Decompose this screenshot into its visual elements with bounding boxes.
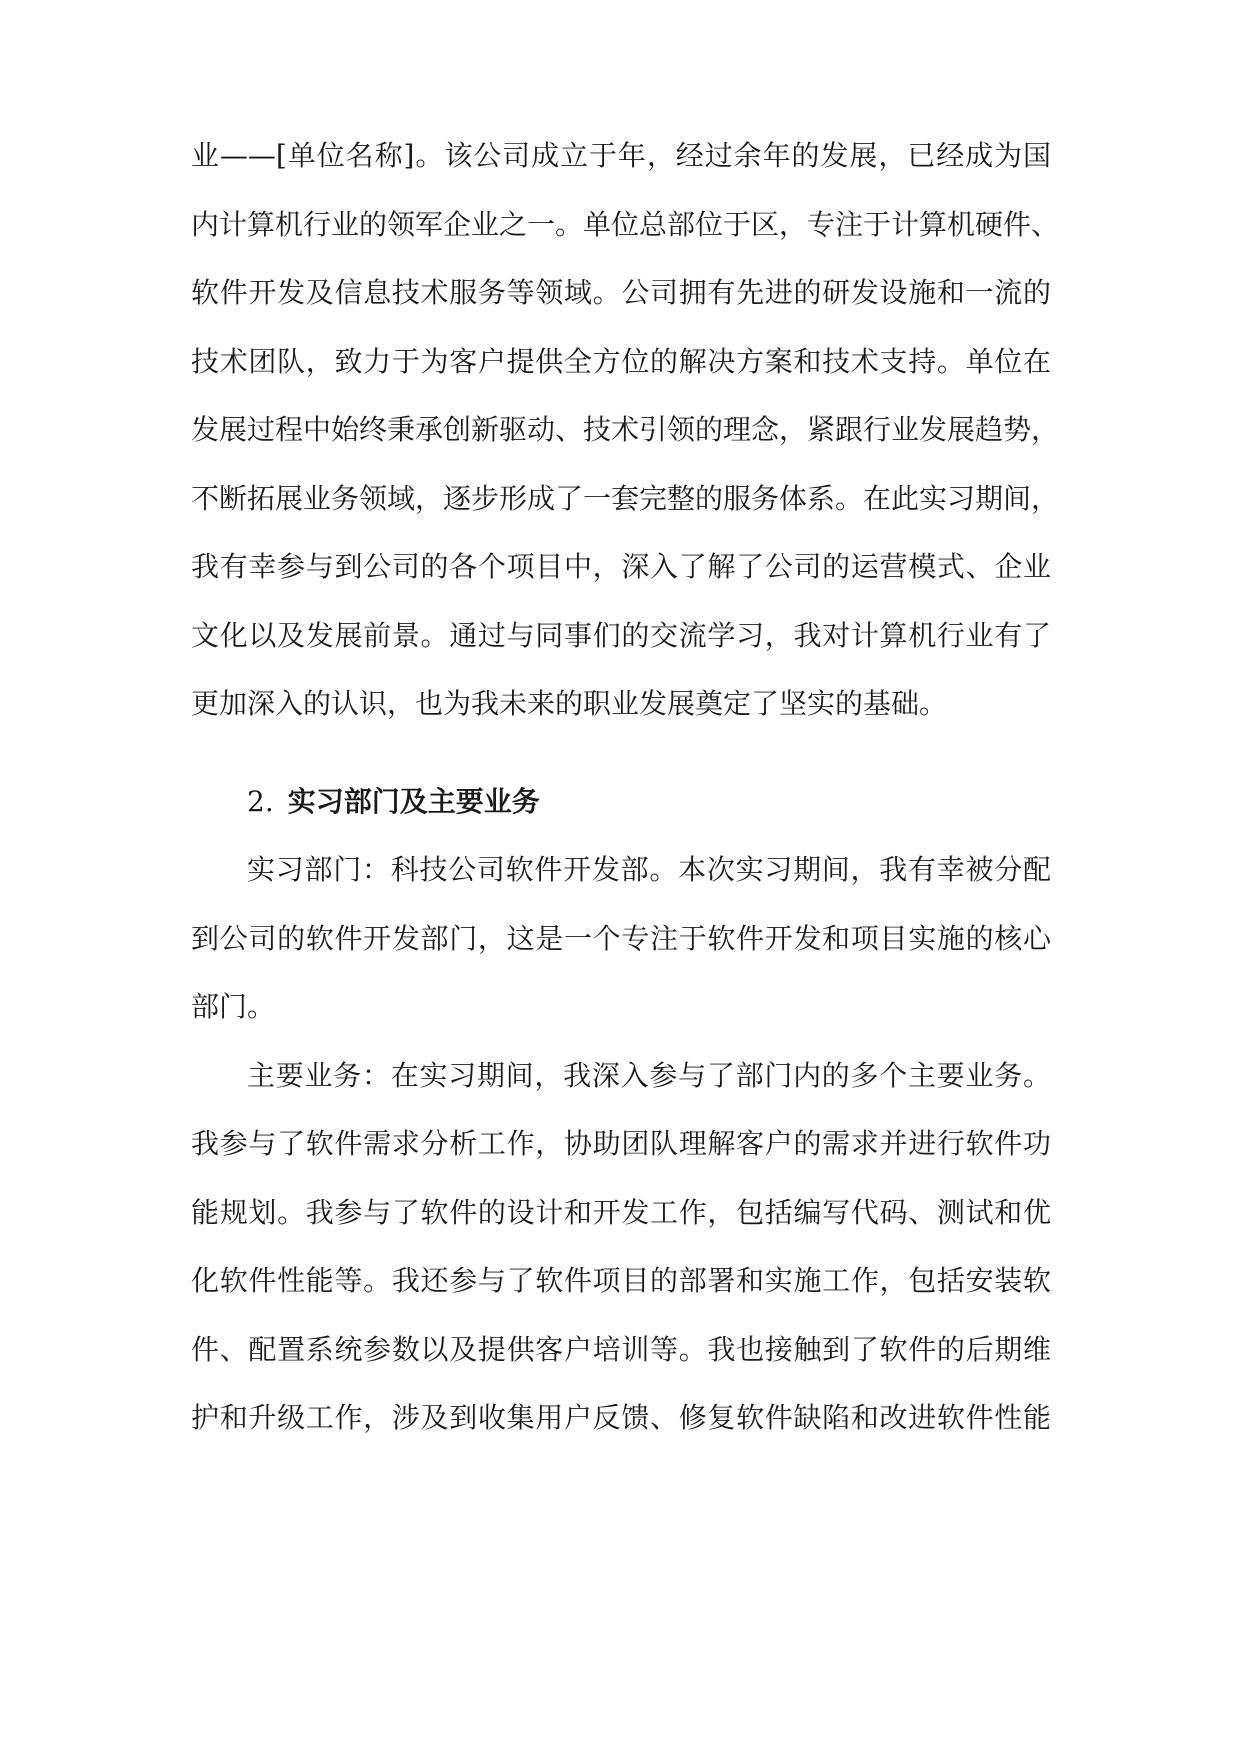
text-line: 护和升级工作，涉及到收集用户反馈、修复软件缺陷和改进软件性能 <box>191 1401 1051 1434</box>
text-line: 能规划。我参与了软件的设计和开发工作，包括编写代码、测试和优 <box>191 1196 1051 1229</box>
section-number: 2. <box>247 785 274 818</box>
text-line: 更加深入的认识，也为我未来的职业发展奠定了坚实的基础。 <box>191 687 948 720</box>
text-line: 我参与了软件需求分析工作，协助团队理解客户的需求并进行软件功 <box>191 1127 1051 1160</box>
section-title: 实习部门及主要业务 <box>287 785 540 818</box>
text-line: 部门。 <box>191 990 276 1023</box>
text-line: 软件开发及信息技术服务等领域。公司拥有先进的研发设施和一流的 <box>191 276 1051 309</box>
text-line: 业——[单位名称]。该公司成立于年，经过余年的发展，已经成为国 <box>191 139 1051 172</box>
text-line: 实习部门：科技公司软件开发部。本次实习期间，我有幸被分配 <box>247 853 1051 886</box>
text-line: 不断拓展业务领域，逐步形成了一套完整的服务体系。在此实习期间， <box>191 482 1060 515</box>
text-line: 内计算机行业的领军企业之一。单位总部位于区，专注于计算机硬件、 <box>191 208 1060 241</box>
text-line: 主要业务：在实习期间，我深入参与了部门内的多个主要业务。 <box>247 1059 1051 1092</box>
text-line: 件、配置系统参数以及提供客户培训等。我也接触到了软件的后期维 <box>191 1333 1051 1366</box>
section-heading <box>247 784 540 820</box>
text-line: 发展过程中始终秉承创新驱动、技术引领的理念，紧跟行业发展趋势， <box>191 413 1060 446</box>
text-line: 文化以及发展前景。通过与同事们的交流学习，我对计算机行业有了 <box>191 619 1051 652</box>
text-line: 到公司的软件开发部门，这是一个专注于软件开发和项目实施的核心 <box>191 922 1051 955</box>
text-line: 我有幸参与到公司的各个项目中，深入了解了公司的运营模式、企业 <box>191 550 1051 583</box>
text-line: 技术团队，致力于为客户提供全方位的解决方案和技术支持。单位在 <box>191 345 1051 378</box>
text-line: 化软件性能等。我还参与了软件项目的部署和实施工作，包括安装软 <box>191 1264 1051 1297</box>
